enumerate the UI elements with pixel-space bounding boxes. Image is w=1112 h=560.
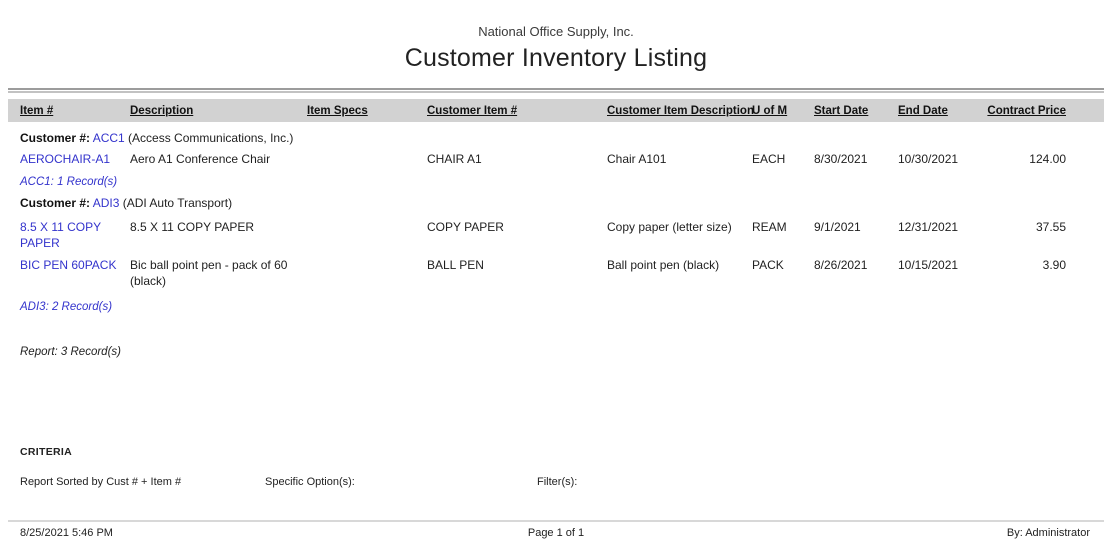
col-header-u-of-m: U of M [752,104,788,117]
col-header-description: Description [130,104,194,117]
group-record-count: ACC1: 1 Record(s) [20,176,118,188]
cell-description: Aero A1 Conference Chair [130,152,271,166]
cell-customer-item-number: COPY PAPER [427,220,504,234]
cell-customer-item-description: Chair A101 [607,152,667,166]
cell-u-of-m: REAM [752,220,787,234]
cell-customer-item-description: Copy paper (letter size) [607,220,732,234]
table-row [8,151,1104,167]
customer-group-header [8,130,1104,146]
customer-group-header [8,195,1104,211]
report-record-count: Report: 3 Record(s) [20,346,121,358]
item-number-link[interactable]: 8.5 X 11 COPY PAPER [20,220,101,250]
cell-contract-price: 124.00 [1029,152,1066,166]
cell-item-specs [307,151,427,167]
footer-print-datetime: 8/25/2021 5:46 PM [20,527,113,539]
customer-code-link[interactable]: ACC1 [92,131,125,145]
col-header-customer-item-description: Customer Item Description [607,104,754,117]
customer-code-link[interactable]: ADI3 [92,196,120,210]
item-number-link[interactable]: AEROCHAIR-A1 [20,152,111,166]
col-header-customer-item-number: Customer Item # [427,104,518,117]
customer-number-label: Customer #: [20,131,91,145]
cell-end-date: 12/31/2021 [898,220,959,234]
cell-contract-price: 37.55 [1035,220,1066,234]
col-header-item-specs: Item Specs [307,104,368,117]
cell-end-date: 10/15/2021 [898,258,959,272]
customer-name-text: (Access Communications, Inc.) [128,131,294,145]
cell-customer-item-number: BALL PEN [427,258,484,272]
group-record-count: ADI3: 2 Record(s) [20,301,113,313]
table-row [8,219,1104,251]
customer-number-label: Customer #: [20,196,91,210]
cell-u-of-m: PACK [752,258,784,272]
criteria-filters-label: Filter(s): [537,476,578,488]
divider-line-top [8,88,1104,90]
inventory-table [8,99,1104,360]
footer-page-number: Page 1 of 1 [527,527,585,539]
criteria-specific-options-label: Specific Option(s): [265,476,355,488]
cell-start-date: 8/30/2021 [814,152,868,166]
col-header-item-number: Item # [20,104,54,117]
cell-description: 8.5 X 11 COPY PAPER [130,220,255,234]
footer-divider [8,520,1104,522]
criteria-sort-text: Report Sorted by Cust # + Item # [20,476,182,488]
customer-name-text: (ADI Auto Transport) [122,196,233,210]
divider-line-bottom [8,91,1104,93]
col-header-end-date: End Date [898,104,948,117]
cell-item-specs [307,257,427,289]
item-number-link[interactable]: BIC PEN 60PACK [20,258,117,272]
cell-start-date: 8/26/2021 [814,258,868,272]
report-title: Customer Inventory Listing [404,44,708,72]
table-header-row [8,99,1104,122]
cell-end-date: 10/30/2021 [898,152,959,166]
col-header-start-date: Start Date [814,104,869,117]
cell-customer-item-number: CHAIR A1 [427,152,482,166]
company-name: National Office Supply, Inc. [478,24,634,39]
cell-customer-item-description: Ball point pen (black) [607,258,720,272]
cell-description: Bic ball point pen - pack of 60 (black) [130,258,288,288]
col-header-contract-price: Contract Price [987,104,1066,117]
cell-start-date: 9/1/2021 [814,220,861,234]
footer-printed-by: By: Administrator [1006,527,1090,539]
table-row [8,257,1104,289]
criteria-heading: CRITERIA [20,446,72,458]
cell-u-of-m: EACH [752,152,786,166]
cell-contract-price: 3.90 [1042,258,1066,272]
title-divider [8,88,1104,93]
cell-item-specs [307,219,427,251]
